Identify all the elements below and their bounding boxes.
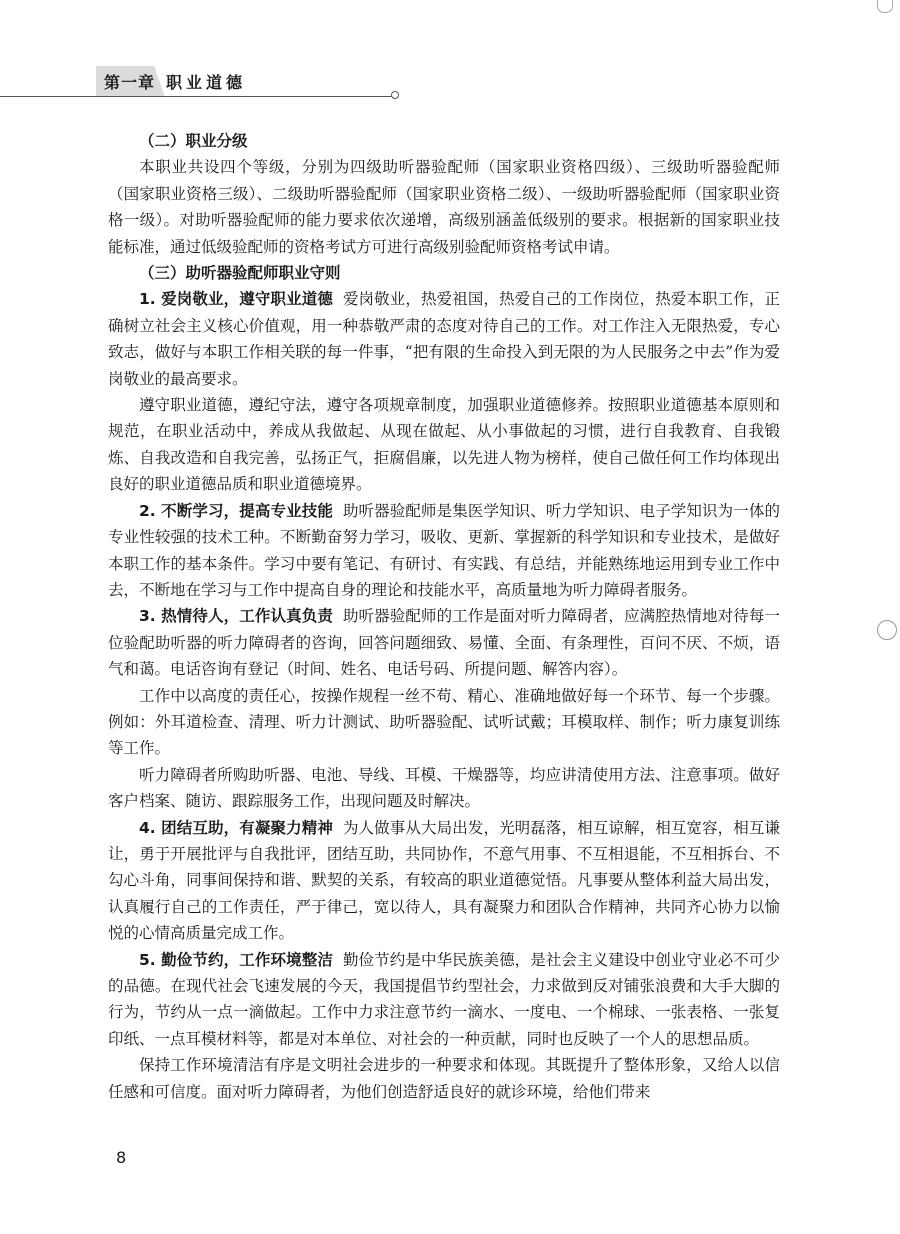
item-2-heading: 2. 不断学习，提高专业技能 bbox=[139, 501, 333, 520]
paragraph-item-2 bbox=[108, 498, 780, 604]
corner-mark bbox=[877, 0, 893, 13]
paragraph-item-5 bbox=[108, 947, 780, 1053]
item-3-heading: 3. 热情待人，工作认真负责 bbox=[139, 607, 333, 626]
paragraph-item-1 bbox=[108, 286, 780, 392]
page-number: 8 bbox=[116, 1148, 127, 1167]
paragraph-item-3-b: 工作中以高度的责任心，按操作规程一丝不苟、精心、准确地做好每一个环节、每一个步骤。例如：外耳道检查、清理、听力计测试、助听器验配、试听试戴；耳模取样、制作；听力康复训练等工作。 bbox=[108, 686, 780, 758]
item-5-text: 勤俭节约是中华民族美德，是社会主义建设中创业守业必不可少的品德。在现代社会飞速发展的今天，我国提倡节约型社会，力求做到反对铺张浪费和大手大脚的行为，节约从一点一滴做起。工作中力求注意节约一滴水、一度电、一个棉球、一张表格、一张复印纸、一点耳模材料等，都是对本单位、对社会的一种贡献，同时也反映了一个人的思想品质。 bbox=[108, 950, 780, 1048]
paragraph-grades: 本职业共设四个等级，分别为四级助听器验配师（国家职业资格四级）、三级助听器验配师（国家职业资格三级）、二级助听器验配师（国家职业资格二级）、一级助听器验配师（国家职业资格一级）。对助听器验配师的能力要求依次递增，高级别涵盖低级别的要求。根据新的国家职业技能标准，通过低级验配师的资格考试方可进行高级别验配师资格考试申请。 bbox=[108, 158, 780, 256]
chapter-title: 职业道德 bbox=[166, 73, 247, 92]
side-margin-mark bbox=[877, 620, 897, 640]
paragraph-item-5-b: 保持工作环境清洁有序是文明社会进步的一种要求和体现。其既提升了整体形象，又给人以信任感和可信度。面对听力障碍者，为他们创造舒适良好的就诊环境，给他们带来 bbox=[108, 1056, 780, 1101]
paragraph-item-3 bbox=[108, 603, 780, 682]
paragraph-item-4 bbox=[108, 815, 780, 947]
page-body bbox=[108, 128, 780, 1105]
section-heading-code: （三）助听器验配师职业守则 bbox=[139, 264, 341, 283]
header-rule bbox=[0, 96, 392, 97]
item-4-heading: 4. 团结互助，有凝聚力精神 bbox=[139, 818, 333, 837]
item-1-heading: 1. 爱岗敬业，遵守职业道德 bbox=[139, 290, 333, 309]
item-3-text: 助听器验配师的工作是面对听力障碍者，应满腔热情地对待每一位验配助听器的听力障碍者的咨询，回答问题细致、易懂、全面、有条理性，百问不厌、不烦，语气和蔼。电话咨询有登记（时间、姓名、电话号码、所提问题、解答内容）。 bbox=[108, 607, 780, 679]
header-rule-end-dot bbox=[391, 91, 399, 99]
section-heading-grades: （二）职业分级 bbox=[139, 132, 248, 150]
paragraph-item-3-c: 听力障碍者所购助听器、电池、导线、耳模、干燥器等，均应讲清使用方法、注意事项。做好客户档案、随访、跟踪服务工作，出现问题及时解决。 bbox=[108, 765, 780, 811]
item-5-heading: 5. 勤俭节约，工作环境整洁 bbox=[139, 950, 333, 969]
item-1-text: 爱岗敬业，热爱祖国，热爱自己的工作岗位，热爱本职工作，正确树立社会主义核心价值观，用一种恭敬严肃的态度对待自己的工作。对工作注入无限热爱，专心致志，做好与本职工作相关联的每一件事，“把有限的生命投入到无限的为人民服务之中去”作为爱岗敬业的最高要求。 bbox=[108, 290, 780, 388]
chapter-label: 第一章 bbox=[104, 73, 156, 92]
item-4-text: 为人做事从大局出发，光明磊落，相互谅解，相互宽容，相互谦让，勇于开展批评与自我批评，团结互助，共同协作，不意气用事、不互相退能，不互相拆台、不勾心斗角，同事间保持和谐、默契的关系，有较高的职业道德觉悟。凡事要从整体利益大局出发，认真履行自己的工作责任，严于律己，宽以待人，具有凝聚力和团队合作精神，共同齐心协力以愉悦的心情高质量完成工作。 bbox=[108, 818, 780, 943]
item-2-text: 助听器验配师是集医学知识、听力学知识、电子学知识为一体的专业性较强的技术工种。不断勤奋努力学习，吸收、更新、掌握新的科学知识和专业技术，是做好本职工作的基本条件。学习中要有笔记、有研讨、有实践、有总结，并能熟练地运用到专业工作中去，不断地在学习与工作中提高自身的理论和技能水平，高质量地为听力障碍者服务。 bbox=[108, 501, 780, 599]
paragraph-item-1-b: 遵守职业道德，遵纪守法，遵守各项规章制度，加强职业道德修养。按照职业道德基本原则和规范，在职业活动中，养成从我做起、从现在做起、从小事做起的习惯，进行自我教育、自我锻炼、自我改造和自我完善，弘扬正气，拒腐倡廉，以先进人物为榜样，使自己做任何工作均体现出良好的职业道德品质和职业道德境界。 bbox=[108, 396, 780, 494]
